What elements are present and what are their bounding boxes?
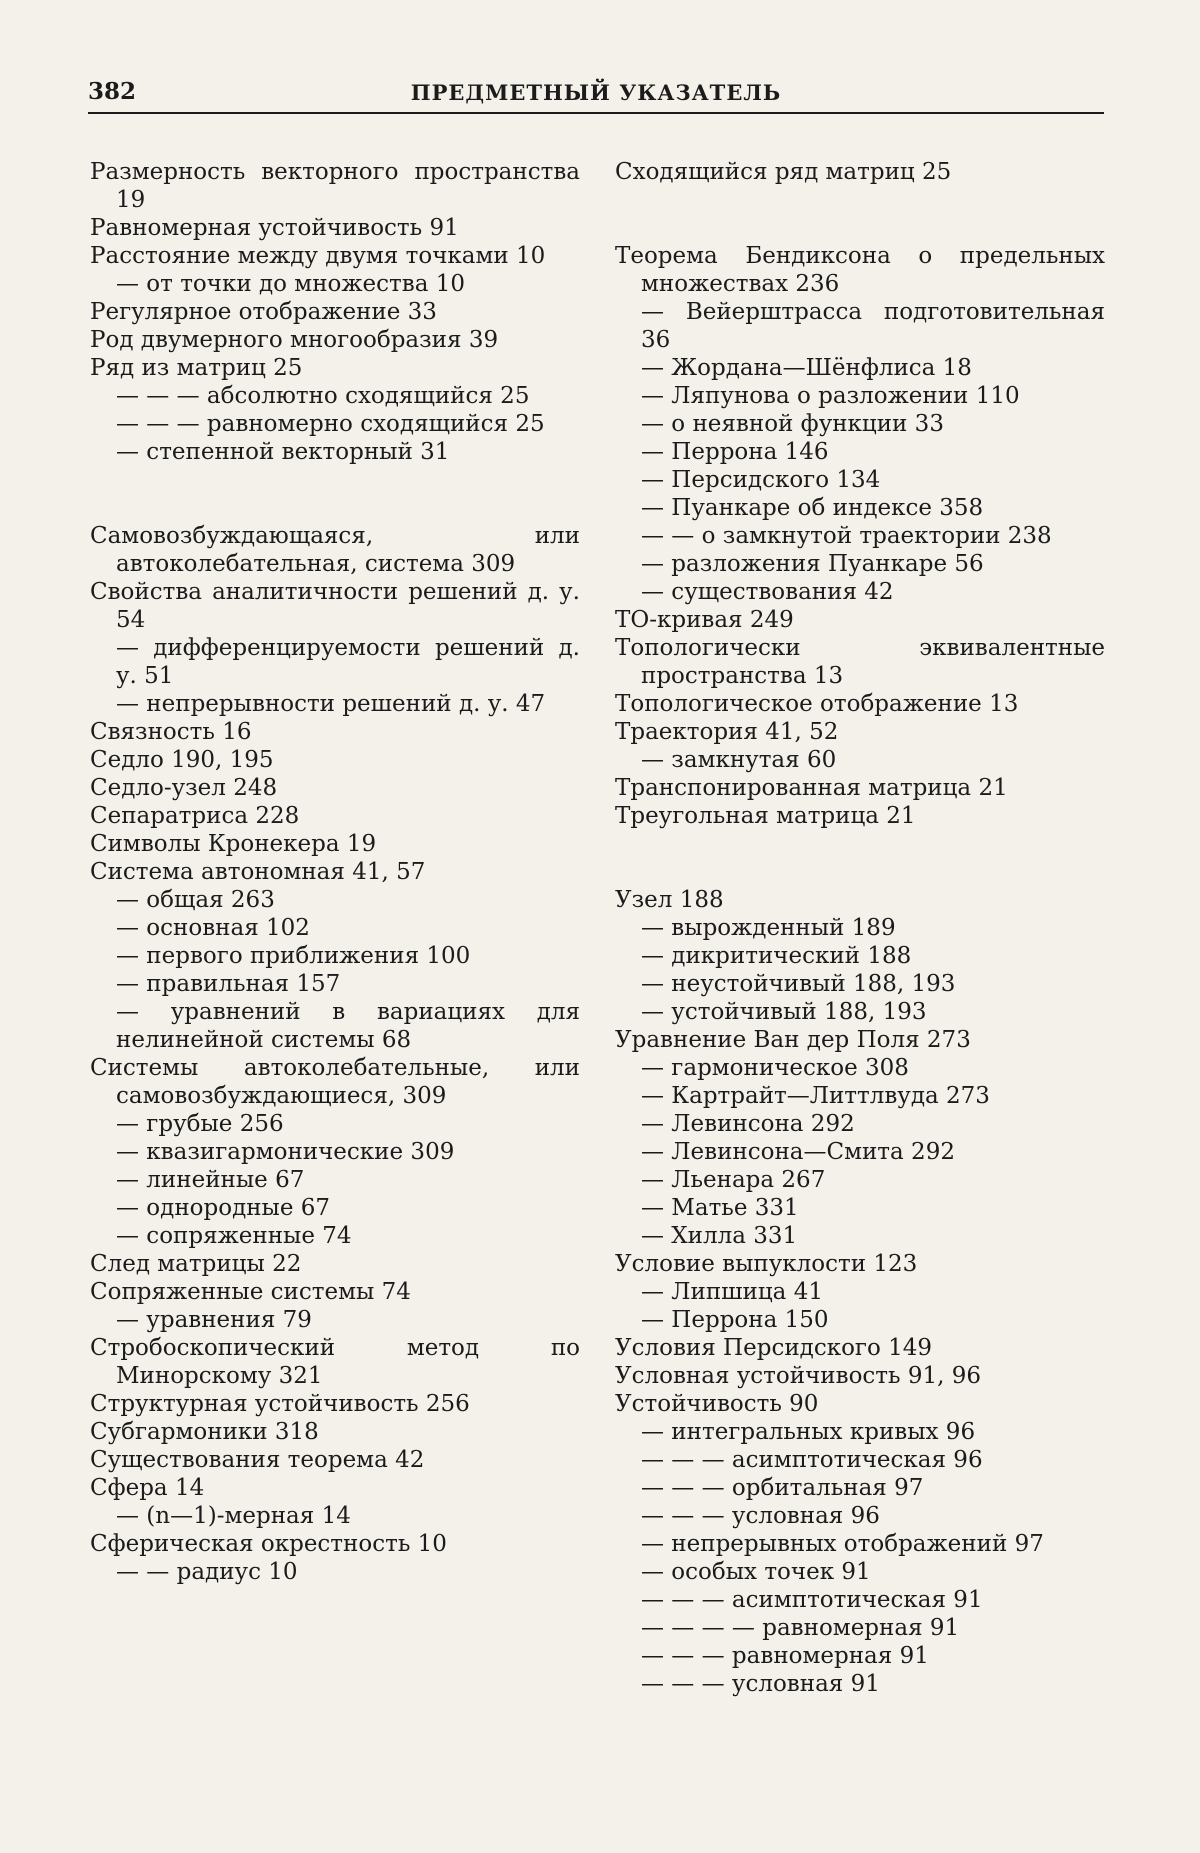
index-subentry: — Льенара 267 [641, 1167, 826, 1193]
index-subentry: — — радиус 10 [116, 1559, 298, 1585]
index-subentry: — замкнутая 60 [641, 747, 837, 773]
index-subentry: — — о замкнутой траектории 238 [641, 523, 1052, 549]
section-gap [615, 186, 1105, 242]
index-subentry: — Липшица 41 [641, 1279, 823, 1305]
index-subentry: — Перрона 150 [641, 1307, 829, 1333]
index-subentry: — устойчивый 188, 193 [641, 999, 927, 1025]
index-subentry: — о неявной функции 33 [641, 411, 944, 437]
index-entry: Структурная устойчивость 256 [90, 1391, 470, 1417]
index-entry: След матрицы 22 [90, 1251, 302, 1277]
index-subentry: — неустойчивый 188, 193 [641, 971, 956, 997]
index-entry: Сопряженные системы 74 [90, 1279, 411, 1305]
index-subentry: — дикритический 188 [641, 943, 912, 969]
index-entry: Системы автоколебательные, или самовозбуждающиеся, 309 [90, 1055, 580, 1109]
index-subentry: — особых точек 91 [641, 1559, 871, 1585]
index-entry: ТО-кривая 249 [615, 607, 794, 633]
index-subentry: — — — условная 96 [641, 1503, 880, 1529]
index-subentry: — (n—1)-мерная 14 [116, 1503, 351, 1529]
index-entry: Устойчивость 90 [615, 1391, 819, 1417]
index-entry: Условная устойчивость 91, 96 [615, 1363, 982, 1389]
index-entry: Свойства аналитичности решений д. у. 54 [90, 579, 580, 633]
index-column-right [615, 158, 1105, 1698]
index-entry: Уравнение Ван дер Поля 273 [615, 1027, 971, 1053]
index-entry: Самовозбуждающаяся, или автоколебательная, система 309 [90, 523, 580, 577]
index-subentry: — основная 102 [116, 915, 310, 941]
index-subentry: — степенной векторный 31 [116, 439, 450, 465]
index-entry: Равномерная устойчивость 91 [90, 215, 459, 241]
index-subentry: — первого приближения 100 [116, 943, 471, 969]
index-entry: Род двумерного многообразия 39 [90, 327, 499, 353]
index-subentry: — Левинсона—Смита 292 [641, 1139, 955, 1165]
index-entry: Существования теорема 42 [90, 1447, 425, 1473]
index-subentry: — Левинсона 292 [641, 1111, 855, 1137]
index-subentry: — грубые 256 [116, 1111, 284, 1137]
index-subentry: — общая 263 [116, 887, 275, 913]
index-subentry: — — — равномерно сходящийся 25 [116, 411, 545, 437]
index-subentry: — — — — равномерная 91 [641, 1615, 960, 1641]
index-entry: Транспонированная матрица 21 [615, 775, 1008, 801]
index-entry: Расстояние между двумя точками 10 [90, 243, 546, 269]
index-subentry: — уравнения 79 [116, 1307, 312, 1333]
index-subentry: — непрерывных отображений 97 [641, 1531, 1044, 1557]
index-column-left [90, 158, 580, 1586]
section-gap [615, 830, 1105, 886]
index-subentry: — — — равномерная 91 [641, 1643, 929, 1669]
index-entry: Размерность векторного пространства 19 [90, 159, 580, 213]
section-gap [90, 466, 580, 522]
index-subentry: — — — орбитальная 97 [641, 1475, 924, 1501]
index-subentry: — — — условная 91 [641, 1671, 880, 1697]
index-entry: Субгармоники 318 [90, 1419, 319, 1445]
index-entry: Условие выпуклости 123 [615, 1251, 918, 1277]
index-subentry: — дифференцируемости решений д. у. 51 [116, 635, 580, 689]
index-entry: Связность 16 [90, 719, 252, 745]
index-subentry: — — — асимптотическая 91 [641, 1587, 983, 1613]
index-subentry: — гармоническое 308 [641, 1055, 909, 1081]
index-entry: Символы Кронекера 19 [90, 831, 377, 857]
index-entry: Стробоскопический метод по Минорскому 321 [90, 1335, 580, 1389]
page-title: ПРЕДМЕТНЫЙ УКАЗАТЕЛЬ [410, 80, 782, 105]
index-entry: Сепаратриса 228 [90, 803, 300, 829]
index-subentry: — от точки до множества 10 [116, 271, 465, 297]
index-subentry: — Перрона 146 [641, 439, 829, 465]
index-entry: Теорема Бендиксона о предельных множествах 236 [615, 243, 1105, 297]
index-subentry: — линейные 67 [116, 1167, 305, 1193]
index-entry: Топологически эквивалентные пространства 13 [615, 635, 1105, 689]
index-subentry: — непрерывности решений д. у. 47 [116, 691, 546, 717]
index-subentry: — разложения Пуанкаре 56 [641, 551, 984, 577]
index-subentry: — — — асимптотическая 96 [641, 1447, 983, 1473]
index-subentry: — существования 42 [641, 579, 894, 605]
index-subentry: — Вейерштрасса подготовительная 36 [641, 299, 1105, 353]
index-entry: Треугольная матрица 21 [615, 803, 916, 829]
index-entry: Сходящийся ряд матриц 25 [615, 159, 952, 185]
index-entry: Регулярное отображение 33 [90, 299, 437, 325]
index-entry: Седло 190, 195 [90, 747, 274, 773]
index-entry: Седло-узел 248 [90, 775, 278, 801]
index-subentry: — уравнений в вариациях для нелинейной системы 68 [116, 999, 580, 1053]
index-entry: Траектория 41, 52 [615, 719, 839, 745]
index-entry: Узел 188 [615, 887, 724, 913]
index-subentry: — Ляпунова о разложении 110 [641, 383, 1020, 409]
index-entry: Сферическая окрестность 10 [90, 1531, 447, 1557]
index-subentry: — Персидского 134 [641, 467, 881, 493]
index-subentry: — правильная 157 [116, 971, 341, 997]
index-entry: Система автономная 41, 57 [90, 859, 426, 885]
index-subentry: — однородные 67 [116, 1195, 331, 1221]
index-subentry: — Пуанкаре об индексе 358 [641, 495, 984, 521]
index-entry: Топологическое отображение 13 [615, 691, 1019, 717]
index-subentry: — — — абсолютно сходящийся 25 [116, 383, 530, 409]
index-subentry: — Жордана—Шёнфлиса 18 [641, 355, 972, 381]
index-entry: Сфера 14 [90, 1475, 205, 1501]
page-number: 382 [88, 78, 137, 105]
index-entry: Условия Персидского 149 [615, 1335, 933, 1361]
index-subentry: — вырожденный 189 [641, 915, 896, 941]
index-subentry: — квазигармонические 309 [116, 1139, 455, 1165]
index-subentry: — Матье 331 [641, 1195, 799, 1221]
index-subentry: — Картрайт—Литтлвуда 273 [641, 1083, 990, 1109]
index-subentry: — Хилла 331 [641, 1223, 798, 1249]
page-header [88, 78, 1104, 114]
index-subentry: — интегральных кривых 96 [641, 1419, 976, 1445]
index-subentry: — сопряженные 74 [116, 1223, 352, 1249]
index-entry: Ряд из матриц 25 [90, 355, 303, 381]
